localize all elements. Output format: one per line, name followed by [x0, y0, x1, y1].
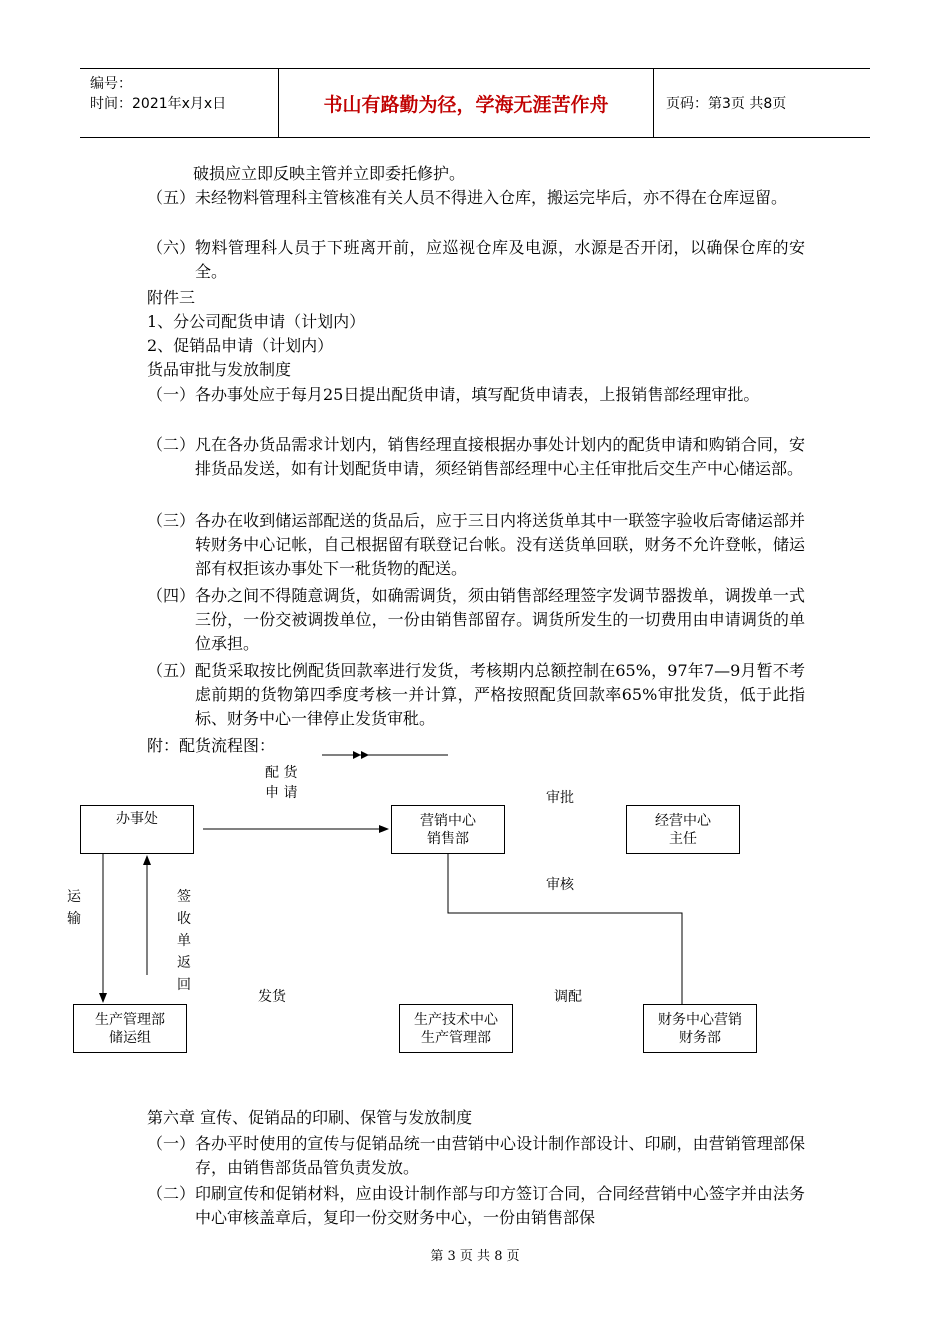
clause-text: 物料管理科人员于下班离开前，应巡视仓库及电源，水源是否开闭，以确保仓库的安全。: [195, 238, 805, 281]
clause-text: 印刷宣传和促销材料，应由设计制作部与印方签订合同，合同经营销中心签字并由法务中心审核盖章后，复印一份交财务中心，一份由销售部保: [195, 1184, 805, 1227]
box-label: 销售部: [427, 830, 469, 847]
box-label: 办事处: [116, 811, 158, 827]
page-footer: 第 3 页 共 8 页: [430, 1249, 520, 1264]
motto-cell: 书山有路勤为径，学海无涯苦作舟: [279, 69, 654, 137]
box-label: 营销中心: [420, 812, 476, 829]
marketing-center-box: [391, 805, 505, 854]
section-heading: 货品审批与发放制度: [147, 360, 292, 379]
clause-number: （五）: [147, 661, 196, 680]
box-label: 生产管理部: [95, 1011, 165, 1028]
doc-time-label: 时间：2021年x月x日: [90, 96, 227, 112]
list-item: 1、分公司配货申请（计划内）: [147, 312, 366, 331]
flowchart-title: 附：配货流程图：: [147, 736, 276, 755]
doc-code-label: 编号：: [90, 76, 132, 92]
clause-text: 各办之间不得随意调货，如确需调货，须由销售部经理签字发调节器拨单，调拨单一式三份，一份交被调拨单位，一份由销售部留存。调货所发生的一切费用由申请调货的单位承担。: [195, 586, 805, 653]
box-label: 经营中心: [655, 812, 711, 829]
clause-text: 各办事处应于每月25日提出配货申请，填写配货申请表，上报销售部经理审批。: [195, 385, 760, 404]
box-label: 财务部: [679, 1029, 721, 1046]
storage-group-box: [73, 1004, 187, 1053]
box-label: 主任: [669, 830, 697, 847]
request-label: 申 请: [265, 785, 298, 801]
page-number-cell: 页码：第3页 共8页: [666, 96, 787, 112]
request-label: 配 货: [265, 765, 298, 781]
operations-center-box: [626, 805, 740, 854]
clause-number: （五）: [147, 188, 196, 207]
chapter6-clause-1: [147, 1132, 807, 1180]
legend-arrow: [322, 751, 448, 759]
box-label: 生产管理部: [421, 1029, 491, 1046]
clause-number: （二）: [147, 435, 196, 454]
sign-return-label: 签收单返回: [177, 889, 191, 993]
list-item: 2、促销品申请（计划内）: [147, 336, 334, 355]
allocate-label: 调配: [554, 989, 582, 1005]
production-tech-box: [399, 1004, 513, 1053]
box-label: 储运组: [109, 1029, 151, 1046]
clause-text: 未经物料管理科主管核准有关人员不得进入仓库，搬运完毕后，亦不得在仓库逗留。: [195, 188, 788, 207]
ship-label: 发货: [258, 989, 286, 1005]
chapter6-clause-2: [147, 1182, 807, 1230]
clause-number: （一）: [147, 1134, 196, 1153]
attachment-heading: 附件三: [147, 288, 196, 307]
clause-number: （一）: [147, 385, 196, 404]
finance-box: [643, 1004, 757, 1053]
review-label: 审核: [546, 877, 574, 893]
approve-label: 审批: [546, 790, 574, 806]
clause-text: 配货采取按比例配货回款率进行发货，考核期内总额控制在65%，97年7—9月暂不考虑前期的货物第四季度考核一并计算，严格按照配货回款率65%审批发货，低于此指标、财务中心一律停止发货审秕。: [195, 661, 805, 728]
clause-number: （六）: [147, 238, 196, 257]
chapter-heading: 第六章 宣传、促销品的印刷、保管与发放制度: [147, 1108, 473, 1127]
office-box: [80, 805, 194, 854]
clause-text: 凡在各办货品需求计划内，销售经理直接根据办事处计划内的配货申请和购销合同，安排货品发送，如有计划配货申请，须经销售部经理中心主任审批后交生产中心储运部。: [195, 435, 805, 478]
clause-number: （三）: [147, 511, 196, 530]
transport-label: 运输: [67, 889, 81, 927]
box-label: 财务中心营销: [658, 1011, 742, 1028]
box-label: 生产技术中心: [414, 1011, 498, 1028]
clause-text: 各办平时使用的宣传与促销品统一由营销中心设计制作部设计、印刷，由营销管理部保存，由销售部货品管负责发放。: [195, 1134, 805, 1177]
continued-line: 破损应立即反映主管并立即委托修护。: [193, 164, 466, 183]
clause-number: （四）: [147, 586, 196, 605]
clause-number: （二）: [147, 1184, 196, 1203]
clause-text: 各办在收到储运部配送的货品后，应于三日内将送货单其中一联签字验收后寄储运部并转财务中心记帐，自己根据留有联登记台帐。没有送货单回联，财务不允许登帐，储运部有权拒该办事处下一秕货物的配送。: [195, 511, 805, 578]
